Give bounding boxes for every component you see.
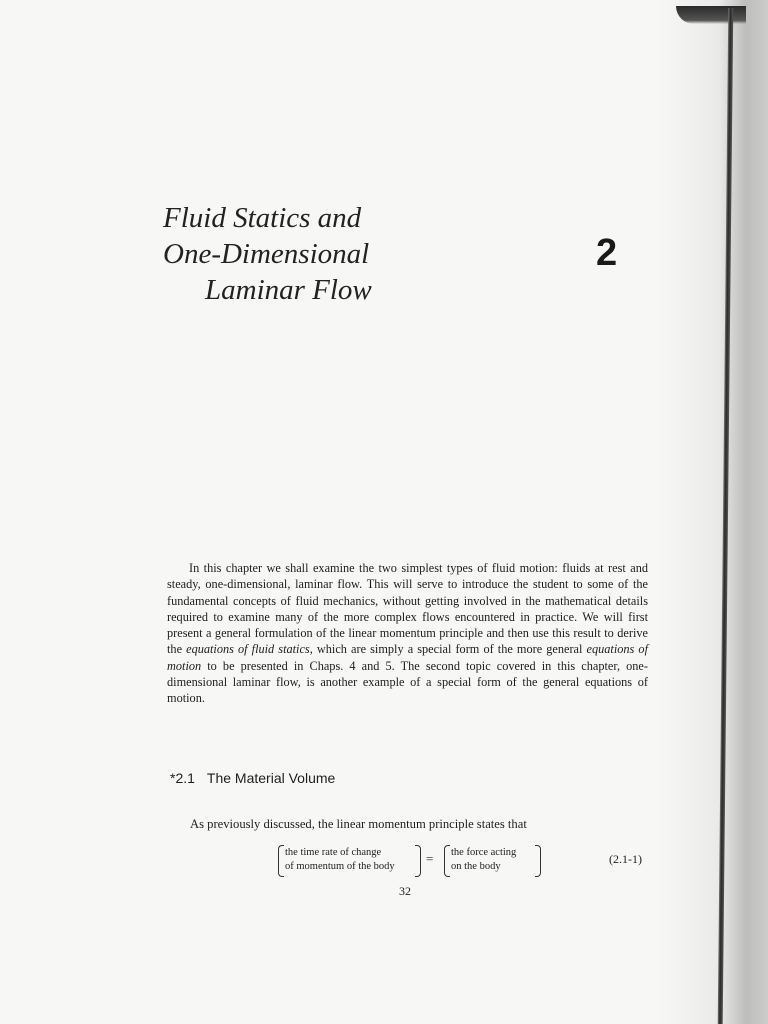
section-heading [170,770,335,786]
right-brace [535,845,541,877]
equation-lhs [285,846,395,874]
chapter-number: 2 [596,232,618,274]
left-brace [278,845,284,877]
intro-emphasis: equations of fluid statics [186,642,310,657]
chapter-title [163,200,423,308]
section-title: The Material Volume [206,770,336,786]
intro-emphasis: equations of motion [167,642,648,673]
equation-rhs-line: the force acting [451,847,517,858]
book-spine-top [676,6,746,24]
section-number: *2.1 [170,770,195,786]
section-paragraph: As previously discussed, the linear momentum principle states that [190,817,527,831]
equals-sign: = [426,851,434,866]
equation-rhs-line: on the body [451,861,501,872]
chapter-title-line: Laminar Flow [205,274,372,306]
equation-lhs-line: the time rate of change [285,847,382,858]
equation-rhs [451,846,516,874]
intro-text: , which are simply a special form of the more general [309,642,587,657]
right-brace [415,845,421,877]
intro-paragraph [167,560,648,707]
left-brace [444,845,450,877]
equation-label: (2.1-1) [609,852,642,866]
page-number: 32 [399,884,411,898]
chapter-title-line: Fluid Statics and [163,202,362,234]
intro-text: to be presented in Chaps. 4 and 5. The second topic covered in this chapter, one-dimensional laminar flow, is another example of a special form of the general equations of motion. [167,658,648,706]
page-gutter-shadow [658,0,768,1024]
equation-2-1-1 [278,843,650,879]
chapter-title-line: One-Dimensional [163,238,370,270]
equation-lhs-line: of momentum of the body [285,861,395,872]
intro-text: In this chapter we shall examine the two simplest types of fluid motion: fluids at rest and steady, one-dimensional, laminar flow. This will serve to introduce the student to some of the fundamental concepts of fluid mechanics, without getting involved in the mathematical details required to examine many of the more complex flows encountered in practice. We will first present a general formulation of the linear momentum principle and then use this result to derive the [167,561,648,657]
